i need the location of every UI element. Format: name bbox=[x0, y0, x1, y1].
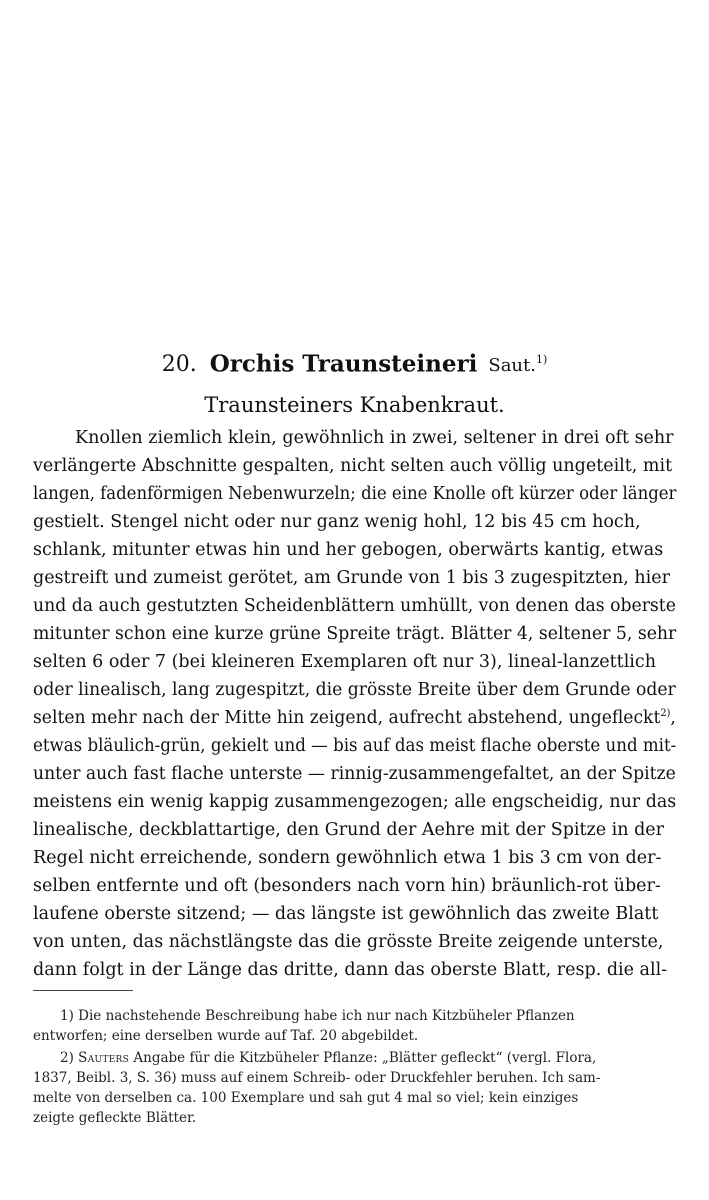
footnote-2-line bbox=[60, 1048, 596, 1068]
text-line: laufene oberste sitzend; — das längste ist gewöhnlich das zweite Blatt bbox=[33, 904, 659, 924]
species-heading bbox=[0, 340, 709, 386]
text-line: gestreift und zumeist gerötet, am Grunde von 1 bis 3 zugespitzten, hier bbox=[33, 568, 670, 588]
text-line: mitunter schon eine kurze grüne Spreite trägt. Blätter 4, seltener 5, sehr bbox=[33, 624, 677, 644]
footnote-2-mark: 2) bbox=[60, 1050, 74, 1066]
text-line: von unten, das nächstlängste das die grösste Breite zeigende unterste, bbox=[33, 932, 664, 952]
text-line: selten 6 oder 7 (bei kleineren Exemplaren oft nur 3), lineal-lanzettlich bbox=[33, 652, 656, 672]
footnote-1-line: 1) Die nachstehende Beschreibung habe ich nur nach Kitzbüheler Pflanzen bbox=[60, 1008, 575, 1024]
species-author: Saut. bbox=[488, 355, 536, 377]
common-name: Traunsteiners Knabenkraut. bbox=[204, 393, 505, 417]
text-line: etwas bläulich-grün, gekielt und — bis auf das meist flache oberste und mit- bbox=[33, 736, 677, 756]
text-line: schlank, mitunter etwas hin und her gebogen, oberwärts kantig, etwas bbox=[33, 540, 664, 560]
text-line: selten mehr nach der Mitte hin zeigend, aufrecht abstehend, ungefleckt$^{2)}$, bbox=[33, 708, 676, 728]
footnote-ref-2: 2) bbox=[660, 708, 671, 720]
text-line-content: selten mehr nach der Mitte hin zeigend, aufrecht abstehend, ungefleckt bbox=[33, 708, 661, 728]
footnote-2-text: Angabe für die Kitzbüheler Pflanze: „Blätter gefleckt“ (vergl. Flora, bbox=[133, 1050, 597, 1066]
footnote-2-line: zeigte gefleckte Blätter. bbox=[33, 1110, 197, 1126]
footnote-1-line: entworfen; eine derselben wurde auf Taf. 20 abgebildet. bbox=[33, 1028, 419, 1044]
text-line: langen, fadenförmigen Nebenwurzeln; die eine Knolle oft kürzer oder länger bbox=[33, 484, 677, 504]
text-line: selben entfernte und oft (besonders nach vorn hin) bräunlich-rot über- bbox=[33, 876, 661, 896]
text-line: oder linealisch, lang zugespitzt, die grösste Breite über dem Grunde oder bbox=[33, 680, 676, 700]
text-line: meistens ein wenig kappig zusammengezogen; alle engscheidig, nur das bbox=[33, 792, 677, 812]
text-line: Knollen ziemlich klein, gewöhnlich in zwei, seltener in drei oft sehr bbox=[75, 428, 674, 448]
text-line: linealische, deckblattartige, den Grund der Aehre mit der Spitze in der bbox=[33, 820, 665, 840]
text-line: Regel nicht erreichende, sondern gewöhnlich etwa 1 bis 3 cm von der- bbox=[33, 848, 662, 868]
footnote-2-line: 1837, Beibl. 3, S. 36) muss auf einem Schreib- oder Druckfehler beruhen. Ich sam- bbox=[33, 1070, 601, 1086]
footnote-ref-1: 1) bbox=[535, 353, 548, 366]
text-line: dann folgt in der Länge das dritte, dann das oberste Blatt, resp. die all- bbox=[33, 960, 668, 980]
species-name: Orchis Traunsteineri bbox=[209, 350, 478, 378]
species-number: 20. bbox=[161, 352, 197, 378]
footnote-divider bbox=[33, 990, 133, 991]
text-line: gestielt. Stengel nicht oder nur ganz wenig hohl, 12 bis 45 cm hoch, bbox=[33, 512, 641, 532]
footnote-2-line: melte von derselben ca. 100 Exemplare und sah gut 4 mal so viel; kein einziges bbox=[33, 1090, 579, 1106]
text-line: und da auch gestutzten Scheidenblättern umhüllt, von denen das oberste bbox=[33, 596, 676, 616]
author-name: Sauters bbox=[78, 1050, 130, 1066]
text-line: unter auch fast flache unterste — rinnig-zusammengefaltet, an der Spitze bbox=[33, 764, 676, 784]
text-line: verlängerte Abschnitte gespalten, nicht selten auch völlig ungeteilt, mit bbox=[33, 456, 673, 476]
